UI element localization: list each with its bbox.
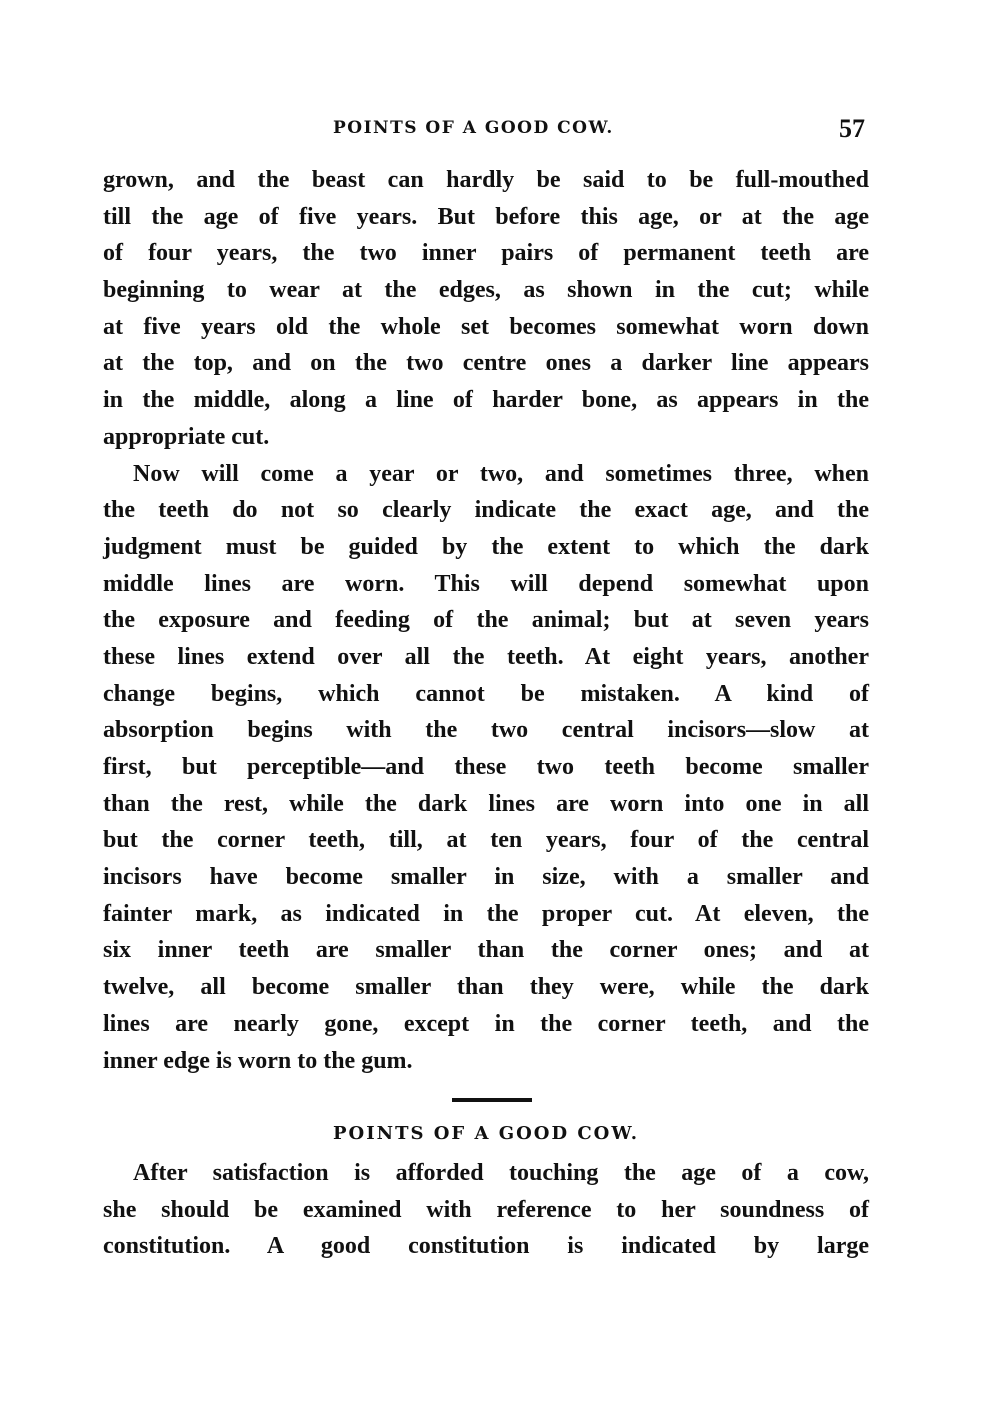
paragraph-teeth-age — [103, 162, 869, 456]
text-line: incisors have become smaller in size, with a smaller and — [103, 864, 869, 891]
paragraph-later-years — [103, 456, 869, 1080]
text-line: lines are nearly gone, except in the corner teeth, and the — [103, 1010, 869, 1037]
text-line: but the corner teeth, till, at ten years, four of the central — [103, 827, 869, 854]
text-line: than the rest, while the dark lines are worn into one in all — [103, 790, 869, 817]
text-line: beginning to wear at the edges, as shown in the cut; while — [103, 277, 869, 304]
text-line: After satisfaction is afforded touching the age of a cow, — [133, 1160, 869, 1186]
text-line: change begins, which cannot be mistaken. A kind of — [103, 680, 869, 707]
text-line: constitution. A good constitution is indicated by large — [103, 1233, 869, 1260]
text-line: fainter mark, as indicated in the proper cut. At eleven, the — [103, 900, 869, 927]
running-title: POINTS OF A GOOD COW. — [333, 118, 614, 138]
section-divider — [452, 1098, 532, 1102]
text-line: these lines extend over all the teeth. At eight years, another — [103, 643, 869, 670]
page-number: 57 — [839, 114, 865, 143]
running-head — [103, 114, 869, 146]
text-line: grown, and the beast can hardly be said to be full-mouthed — [103, 167, 869, 193]
text-line: she should be examined with reference to her soundness of — [103, 1196, 869, 1223]
text-line: inner edge is worn to the gum. — [103, 1047, 413, 1074]
text-line: middle lines are worn. This will depend somewhat upon — [103, 570, 869, 597]
text-line: Now will come a year or two, and sometimes three, when — [133, 460, 869, 487]
text-line: till the age of five years. But before this age, or at the age — [103, 203, 869, 230]
text-line: six inner teeth are smaller than the corner ones; and at — [103, 937, 869, 964]
text-line: in the middle, along a line of harder bone, as appears in the — [103, 387, 869, 414]
text-line: twelve, all become smaller than they were, while the dark — [103, 974, 869, 1001]
section-heading: POINTS OF A GOOD COW. — [333, 1123, 639, 1144]
text-line: at five years old the whole set becomes somewhat worn down — [103, 313, 869, 340]
text-line: at the top, and on the two centre ones a darker line appears — [103, 350, 869, 377]
text-line: absorption begins with the two central incisors—slow at — [103, 717, 869, 744]
text-line: first, but perceptible—and these two teeth become smaller — [103, 754, 869, 780]
section-body-text — [103, 1155, 869, 1265]
text-line: appropriate cut. — [103, 423, 270, 450]
text-line: the exposure and feeding of the animal; but at seven years — [103, 607, 869, 634]
text-line: the teeth do not so clearly indicate the exact age, and the — [103, 497, 869, 524]
text-line: judgment must be guided by the extent to which the dark — [103, 533, 869, 560]
text-line: of four years, the two inner pairs of permanent teeth are — [103, 240, 869, 267]
body-text — [103, 162, 869, 1079]
